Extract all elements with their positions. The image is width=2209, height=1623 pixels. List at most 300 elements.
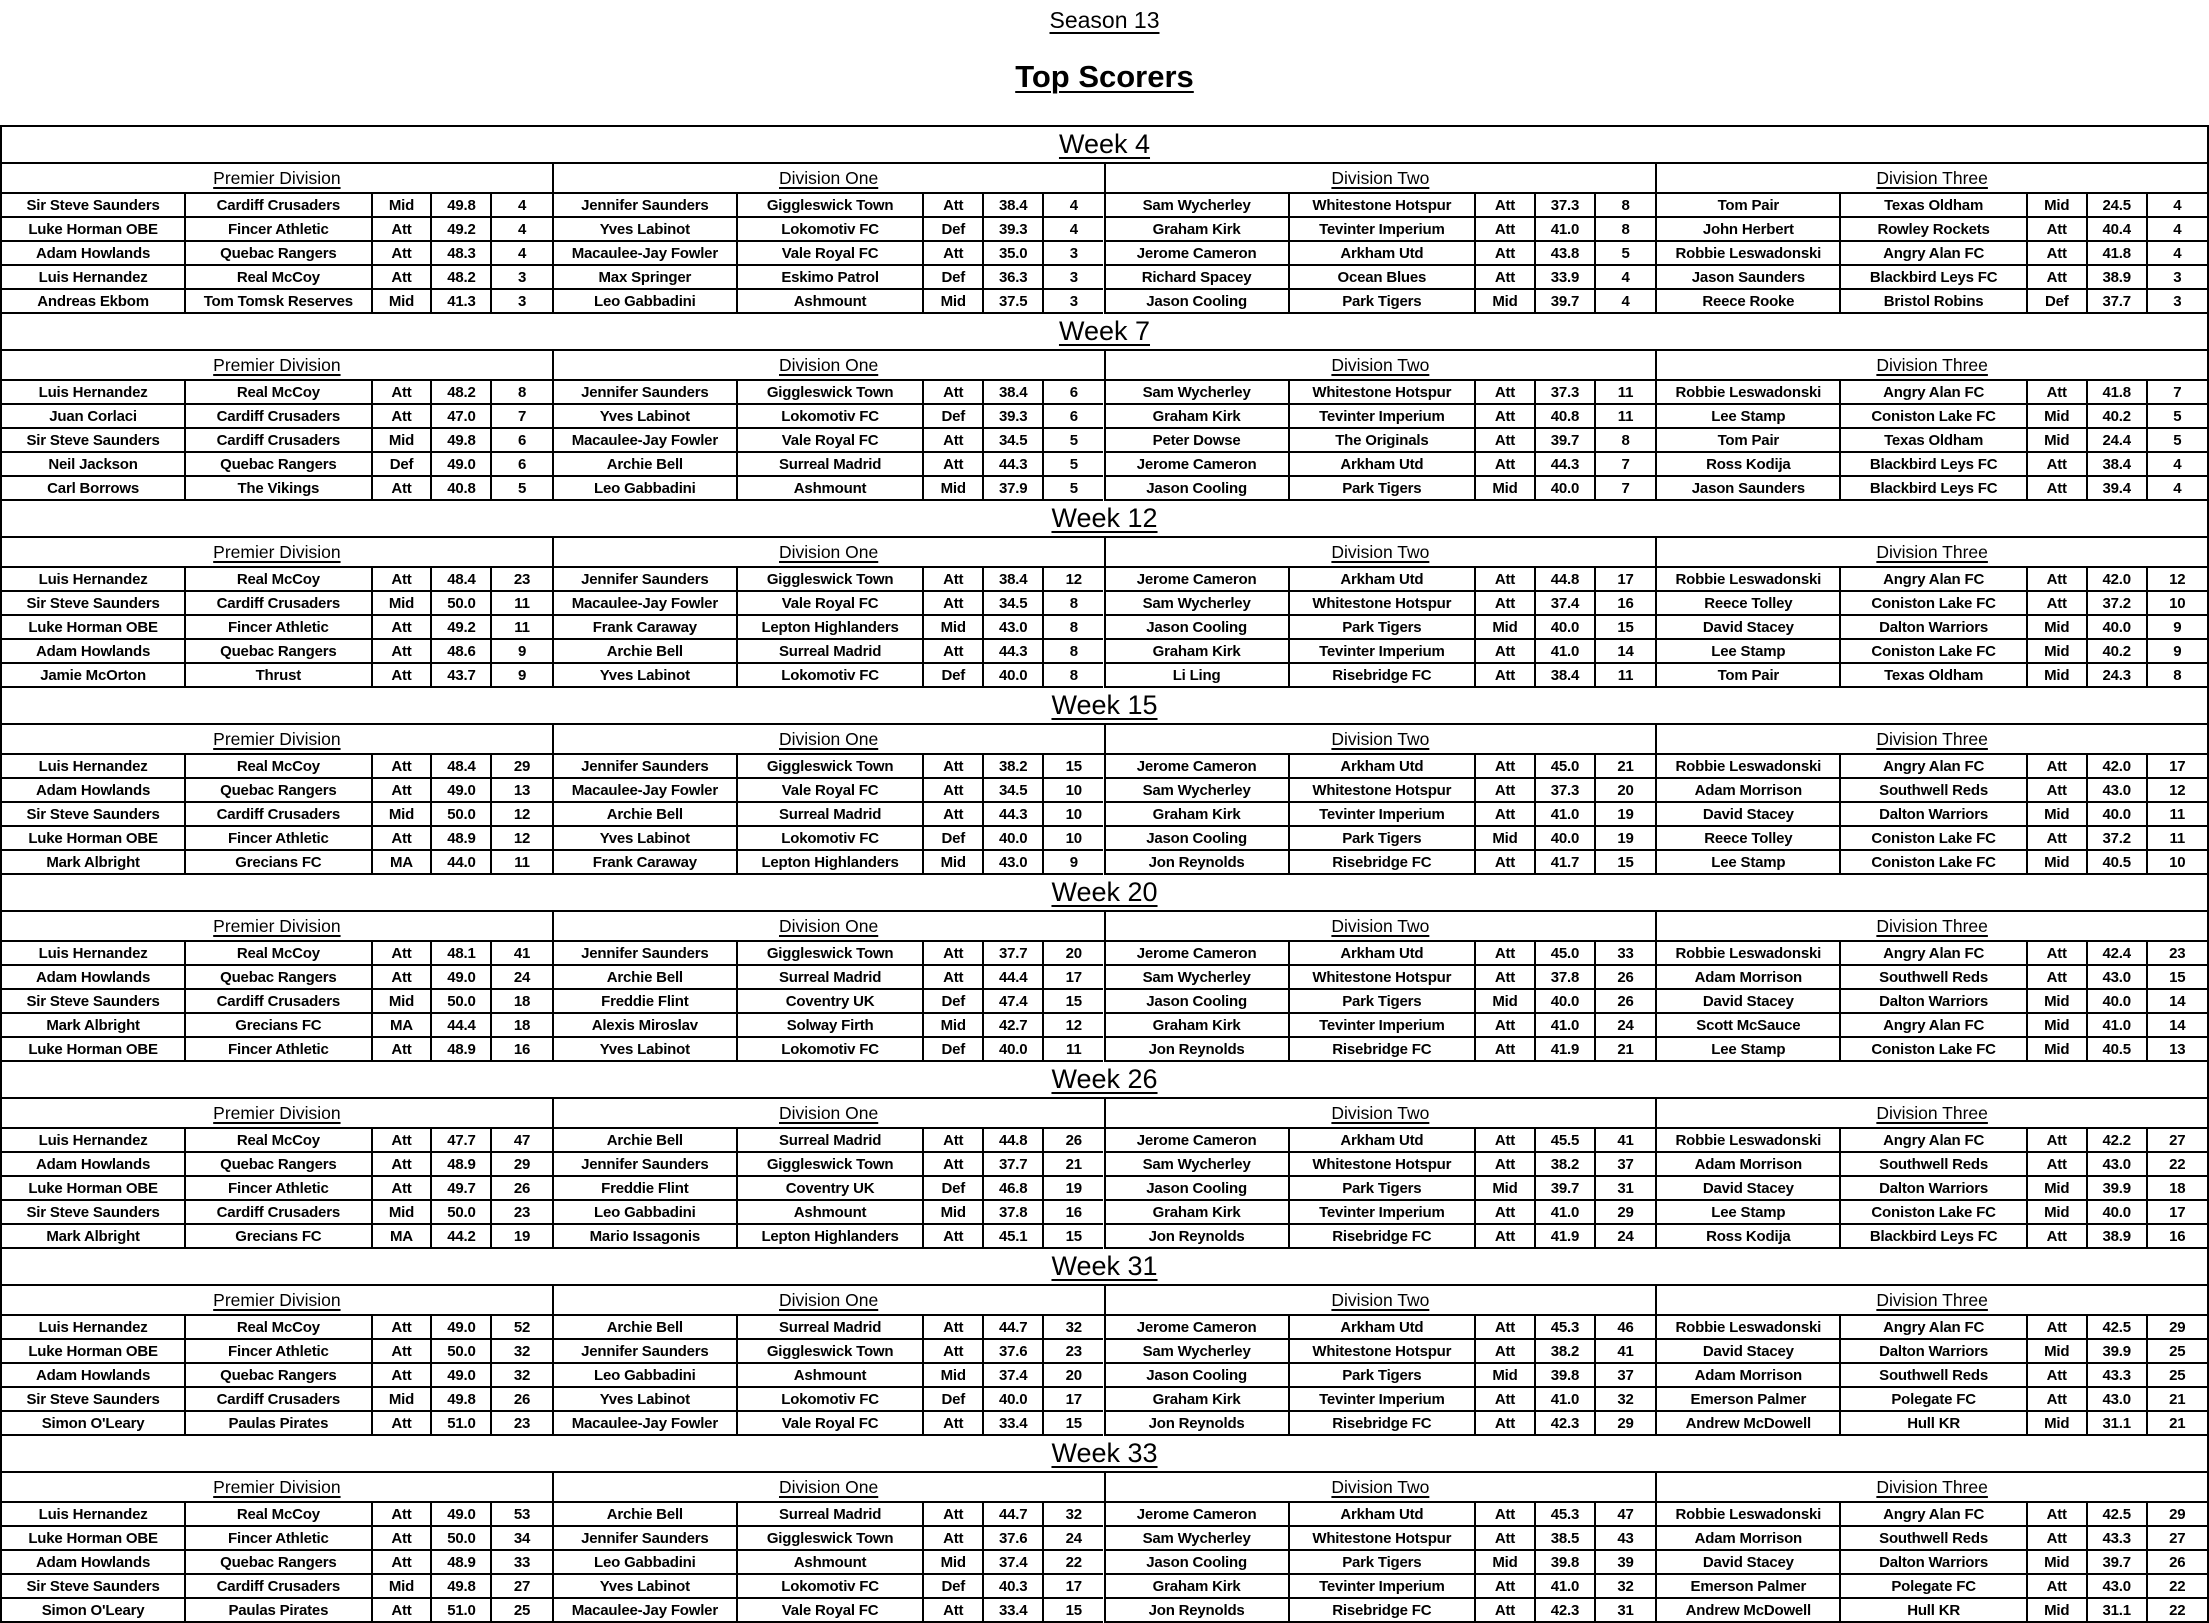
team-name-cell: Cardiff Crusaders <box>186 803 372 827</box>
player-name-cell: Luis Hernandez <box>2 942 186 966</box>
position-cell: Mid <box>2028 616 2088 640</box>
table-row <box>1657 827 2207 851</box>
position-cell: Att <box>373 1551 433 1575</box>
goals-cell: 17 <box>1044 1575 1103 1599</box>
table-row <box>2 1316 552 1340</box>
goals-cell: 24 <box>1044 1527 1103 1551</box>
position-cell: Def <box>924 1575 984 1599</box>
position-cell: Att <box>373 942 433 966</box>
position-cell: Mid <box>373 1388 433 1412</box>
team-name-cell: Park Tigers <box>1290 477 1476 501</box>
division-header <box>2 351 552 381</box>
division-header <box>1657 1099 2207 1129</box>
team-name-cell: Paulas Pirates <box>186 1599 372 1623</box>
table-row <box>554 194 1104 218</box>
division-two-block <box>1106 1286 1658 1436</box>
division-two-block <box>1106 351 1658 501</box>
goals-cell: 12 <box>1044 568 1103 592</box>
team-name-cell: Southwell Reds <box>1841 1527 2027 1551</box>
table-row <box>554 477 1104 501</box>
premier-division-block <box>2 164 554 314</box>
team-name-cell: Giggleswick Town <box>738 755 924 779</box>
team-name-cell: Ashmount <box>738 290 924 314</box>
goals-cell: 43 <box>1596 1527 1655 1551</box>
goals-cell: 26 <box>1596 990 1655 1014</box>
goals-cell: 9 <box>1044 851 1103 875</box>
table-row <box>2 405 552 429</box>
goals-cell: 22 <box>1044 1551 1103 1575</box>
player-name-cell: Sam Wycherley <box>1106 1527 1290 1551</box>
position-cell: Att <box>373 1412 433 1436</box>
player-name-cell: Luis Hernandez <box>2 755 186 779</box>
goals-cell: 13 <box>2148 1038 2207 1062</box>
team-name-cell: Bristol Robins <box>1841 290 2027 314</box>
team-name-cell: Angry Alan FC <box>1841 1503 2027 1527</box>
table-row <box>554 803 1104 827</box>
division-name: Division Three <box>1876 541 1988 562</box>
table-row <box>2 1412 552 1436</box>
table-row <box>1106 290 1656 314</box>
position-cell: Att <box>373 1340 433 1364</box>
table-row <box>1106 1340 1656 1364</box>
rating-cell: 37.2 <box>2088 592 2148 616</box>
rating-cell: 49.8 <box>432 194 492 218</box>
team-name-cell: Arkham Utd <box>1290 942 1476 966</box>
division-header <box>1657 1286 2207 1316</box>
goals-cell: 23 <box>492 1412 551 1436</box>
rating-cell: 40.5 <box>2088 851 2148 875</box>
position-cell: Att <box>924 429 984 453</box>
position-cell: Att <box>373 664 433 688</box>
table-row <box>1657 803 2207 827</box>
position-cell: Att <box>1476 405 1536 429</box>
position-cell: Def <box>924 266 984 290</box>
position-cell: Mid <box>2028 1038 2088 1062</box>
goals-cell: 29 <box>492 755 551 779</box>
table-row <box>2 779 552 803</box>
team-name-cell: Whitestone Hotspur <box>1290 592 1476 616</box>
team-name-cell: Real McCoy <box>186 381 372 405</box>
team-name-cell: Dalton Warriors <box>1841 1340 2027 1364</box>
division-two-block <box>1106 1473 1658 1623</box>
goals-cell: 15 <box>1044 1599 1103 1623</box>
table-row <box>2 290 552 314</box>
division-one-block <box>554 351 1106 501</box>
player-name-cell: Graham Kirk <box>1106 218 1290 242</box>
player-name-cell: Jerome Cameron <box>1106 568 1290 592</box>
goals-cell: 4 <box>492 242 551 266</box>
player-name-cell: Jon Reynolds <box>1106 1038 1290 1062</box>
table-row <box>1106 1153 1656 1177</box>
rating-cell: 47.0 <box>432 405 492 429</box>
goals-cell: 17 <box>1044 1388 1103 1412</box>
goals-cell: 5 <box>1596 242 1655 266</box>
division-header <box>2 1099 552 1129</box>
rating-cell: 44.4 <box>432 1014 492 1038</box>
table-row <box>1657 290 2207 314</box>
table-row <box>1657 1129 2207 1153</box>
position-cell: Att <box>1476 1599 1536 1623</box>
division-name: Premier Division <box>213 354 341 375</box>
week-heading <box>0 1249 2209 1286</box>
rating-cell: 38.4 <box>2088 453 2148 477</box>
position-cell: Att <box>924 966 984 990</box>
rating-cell: 33.9 <box>1536 266 1596 290</box>
player-name-cell: Alexis Miroslav <box>554 1014 738 1038</box>
team-name-cell: Blackbird Leys FC <box>1841 266 2027 290</box>
team-name-cell: Giggleswick Town <box>738 568 924 592</box>
position-cell: Mid <box>373 194 433 218</box>
goals-cell: 7 <box>1596 477 1655 501</box>
week-heading-label: Week 4 <box>1058 129 1151 159</box>
player-name-cell: Robbie Leswadonski <box>1657 942 1841 966</box>
division-header <box>1106 164 1656 194</box>
table-row <box>554 966 1104 990</box>
table-row <box>554 266 1104 290</box>
team-name-cell: Lepton Highlanders <box>738 616 924 640</box>
player-name-cell: Sir Steve Saunders <box>2 990 186 1014</box>
table-row <box>554 1503 1104 1527</box>
goals-cell: 11 <box>1044 1038 1103 1062</box>
goals-cell: 4 <box>2148 218 2207 242</box>
table-row <box>1657 453 2207 477</box>
table-row <box>2 827 552 851</box>
rating-cell: 40.0 <box>984 827 1044 851</box>
premier-division-block <box>2 1473 554 1623</box>
goals-cell: 15 <box>2148 966 2207 990</box>
player-name-cell: Jerome Cameron <box>1106 1316 1290 1340</box>
position-cell: Mid <box>1476 990 1536 1014</box>
position-cell: Att <box>373 640 433 664</box>
player-name-cell: Graham Kirk <box>1106 1388 1290 1412</box>
table-row <box>1106 592 1656 616</box>
team-name-cell: Quebac Rangers <box>186 453 372 477</box>
position-cell: MA <box>373 851 433 875</box>
division-header <box>1657 725 2207 755</box>
position-cell: Mid <box>2028 1014 2088 1038</box>
table-row <box>1106 755 1656 779</box>
team-name-cell: Eskimo Patrol <box>738 266 924 290</box>
player-name-cell: Sir Steve Saunders <box>2 1388 186 1412</box>
goals-cell: 20 <box>1044 1364 1103 1388</box>
goals-cell: 24 <box>1596 1225 1655 1249</box>
rating-cell: 49.0 <box>432 1364 492 1388</box>
division-two-block <box>1106 1099 1658 1249</box>
rating-cell: 39.4 <box>2088 477 2148 501</box>
table-row <box>1106 803 1656 827</box>
position-cell: Att <box>2028 1364 2088 1388</box>
team-name-cell: Hull KR <box>1841 1599 2027 1623</box>
goals-cell: 15 <box>1044 755 1103 779</box>
goals-cell: 21 <box>2148 1412 2207 1436</box>
team-name-cell: Coniston Lake FC <box>1841 592 2027 616</box>
table-row <box>554 942 1104 966</box>
player-name-cell: Graham Kirk <box>1106 1014 1290 1038</box>
team-name-cell: Coniston Lake FC <box>1841 405 2027 429</box>
goals-cell: 11 <box>1596 381 1655 405</box>
player-name-cell: Archie Bell <box>554 640 738 664</box>
rating-cell: 37.3 <box>1536 194 1596 218</box>
table-row <box>1657 942 2207 966</box>
table-row <box>1657 664 2207 688</box>
rating-cell: 38.5 <box>1536 1527 1596 1551</box>
position-cell: Att <box>924 1225 984 1249</box>
goals-cell: 11 <box>1596 405 1655 429</box>
position-cell: Def <box>924 218 984 242</box>
table-row <box>1106 1599 1656 1623</box>
team-name-cell: Tevinter Imperium <box>1290 405 1476 429</box>
goals-cell: 41 <box>1596 1129 1655 1153</box>
player-name-cell: Jason Cooling <box>1106 290 1290 314</box>
rating-cell: 50.0 <box>432 1201 492 1225</box>
goals-cell: 6 <box>1044 405 1103 429</box>
position-cell: Att <box>2028 942 2088 966</box>
team-name-cell: Fincer Athletic <box>186 218 372 242</box>
team-name-cell: Texas Oldham <box>1841 194 2027 218</box>
player-name-cell: Jennifer Saunders <box>554 568 738 592</box>
player-name-cell: Luke Horman OBE <box>2 218 186 242</box>
table-row <box>1657 218 2207 242</box>
player-name-cell: Yves Labinot <box>554 664 738 688</box>
position-cell: Mid <box>2028 1551 2088 1575</box>
rating-cell: 43.7 <box>432 664 492 688</box>
goals-cell: 33 <box>1596 942 1655 966</box>
team-name-cell: Vale Royal FC <box>738 429 924 453</box>
team-name-cell: Real McCoy <box>186 1503 372 1527</box>
rating-cell: 39.9 <box>2088 1177 2148 1201</box>
rating-cell: 44.3 <box>1536 453 1596 477</box>
goals-cell: 11 <box>2148 803 2207 827</box>
position-cell: Mid <box>924 1364 984 1388</box>
division-name: Division One <box>779 1476 879 1497</box>
team-name-cell: Lokomotiv FC <box>738 1388 924 1412</box>
player-name-cell: Yves Labinot <box>554 1038 738 1062</box>
week-heading <box>0 688 2209 725</box>
rating-cell: 47.7 <box>432 1129 492 1153</box>
rating-cell: 51.0 <box>432 1599 492 1623</box>
rating-cell: 48.9 <box>432 1551 492 1575</box>
table-row <box>2 1599 552 1623</box>
team-name-cell: Fincer Athletic <box>186 827 372 851</box>
table-row <box>2 194 552 218</box>
rating-cell: 39.7 <box>1536 1177 1596 1201</box>
player-name-cell: Tom Pair <box>1657 664 1841 688</box>
rating-cell: 40.0 <box>984 1038 1044 1062</box>
player-name-cell: Lee Stamp <box>1657 851 1841 875</box>
rating-cell: 38.9 <box>2088 1225 2148 1249</box>
goals-cell: 3 <box>1044 290 1103 314</box>
position-cell: Att <box>1476 1388 1536 1412</box>
goals-cell: 33 <box>492 1551 551 1575</box>
player-name-cell: Adam Morrison <box>1657 966 1841 990</box>
rating-cell: 38.4 <box>984 381 1044 405</box>
team-name-cell: Angry Alan FC <box>1841 1129 2027 1153</box>
player-name-cell: Adam Morrison <box>1657 1364 1841 1388</box>
rating-cell: 37.7 <box>984 942 1044 966</box>
position-cell: Mid <box>2028 851 2088 875</box>
rating-cell: 40.0 <box>984 664 1044 688</box>
player-name-cell: Jason Saunders <box>1657 266 1841 290</box>
rating-cell: 51.0 <box>432 1412 492 1436</box>
goals-cell: 5 <box>1044 429 1103 453</box>
rating-cell: 37.4 <box>1536 592 1596 616</box>
goals-cell: 13 <box>492 779 551 803</box>
premier-division-block <box>2 538 554 688</box>
goals-cell: 34 <box>492 1527 551 1551</box>
goals-cell: 10 <box>1044 803 1103 827</box>
scorers-table <box>0 351 2209 501</box>
week-heading <box>0 501 2209 538</box>
goals-cell: 29 <box>1596 1201 1655 1225</box>
table-row <box>1657 1364 2207 1388</box>
position-cell: Att <box>373 755 433 779</box>
team-name-cell: Ashmount <box>738 1364 924 1388</box>
week-heading-label: Week 12 <box>1051 503 1158 533</box>
player-name-cell: Robbie Leswadonski <box>1657 242 1841 266</box>
table-row <box>1106 779 1656 803</box>
team-name-cell: Whitestone Hotspur <box>1290 1153 1476 1177</box>
week-heading-label: Week 7 <box>1058 316 1151 346</box>
team-name-cell: Lokomotiv FC <box>738 1575 924 1599</box>
position-cell: Def <box>924 827 984 851</box>
week-heading <box>0 1062 2209 1099</box>
team-name-cell: Lepton Highlanders <box>738 851 924 875</box>
table-row <box>1657 1340 2207 1364</box>
table-row <box>1106 1014 1656 1038</box>
position-cell: Att <box>1476 1225 1536 1249</box>
team-name-cell: Ashmount <box>738 1551 924 1575</box>
goals-cell: 19 <box>1596 803 1655 827</box>
goals-cell: 12 <box>492 827 551 851</box>
table-row <box>1106 1503 1656 1527</box>
team-name-cell: Surreal Madrid <box>738 803 924 827</box>
division-name: Division Two <box>1331 915 1430 936</box>
position-cell: Att <box>924 1503 984 1527</box>
table-row <box>2 218 552 242</box>
position-cell: Mid <box>1476 827 1536 851</box>
player-name-cell: Emerson Palmer <box>1657 1388 1841 1412</box>
team-name-cell: Whitestone Hotspur <box>1290 381 1476 405</box>
team-name-cell: Arkham Utd <box>1290 453 1476 477</box>
position-cell: Att <box>373 1129 433 1153</box>
player-name-cell: Archie Bell <box>554 1503 738 1527</box>
position-cell: Att <box>924 242 984 266</box>
position-cell: Mid <box>2028 990 2088 1014</box>
rating-cell: 37.6 <box>984 1527 1044 1551</box>
division-one-block <box>554 1286 1106 1436</box>
rating-cell: 44.3 <box>984 453 1044 477</box>
team-name-cell: Giggleswick Town <box>738 194 924 218</box>
season-title <box>0 0 2209 34</box>
goals-cell: 32 <box>492 1340 551 1364</box>
goals-cell: 4 <box>1044 194 1103 218</box>
rating-cell: 42.4 <box>2088 942 2148 966</box>
table-row <box>554 1340 1104 1364</box>
table-row <box>554 755 1104 779</box>
position-cell: Att <box>924 755 984 779</box>
rating-cell: 37.8 <box>1536 966 1596 990</box>
team-name-cell: Cardiff Crusaders <box>186 405 372 429</box>
position-cell: Att <box>2028 381 2088 405</box>
position-cell: Mid <box>373 990 433 1014</box>
team-name-cell: Surreal Madrid <box>738 1503 924 1527</box>
goals-cell: 15 <box>1044 1225 1103 1249</box>
position-cell: Att <box>2028 477 2088 501</box>
week-20-section <box>0 875 2209 1062</box>
player-name-cell: Luis Hernandez <box>2 266 186 290</box>
goals-cell: 23 <box>2148 942 2207 966</box>
player-name-cell: Frank Caraway <box>554 851 738 875</box>
rating-cell: 44.7 <box>984 1316 1044 1340</box>
goals-cell: 32 <box>1044 1316 1103 1340</box>
position-cell: Att <box>924 453 984 477</box>
division-header <box>2 912 552 942</box>
position-cell: Def <box>924 405 984 429</box>
position-cell: Att <box>373 1527 433 1551</box>
team-name-cell: Coventry UK <box>738 990 924 1014</box>
position-cell: Mid <box>1476 1177 1536 1201</box>
player-name-cell: Robbie Leswadonski <box>1657 755 1841 779</box>
rating-cell: 43.0 <box>2088 966 2148 990</box>
player-name-cell: Robbie Leswadonski <box>1657 381 1841 405</box>
rating-cell: 39.3 <box>984 405 1044 429</box>
team-name-cell: Ocean Blues <box>1290 266 1476 290</box>
table-row <box>554 1364 1104 1388</box>
table-row <box>554 242 1104 266</box>
team-name-cell: Real McCoy <box>186 1316 372 1340</box>
goals-cell: 11 <box>1596 664 1655 688</box>
table-row <box>1106 1575 1656 1599</box>
position-cell: Att <box>1476 1153 1536 1177</box>
rating-cell: 43.0 <box>2088 779 2148 803</box>
table-row <box>2 1575 552 1599</box>
rating-cell: 49.8 <box>432 1388 492 1412</box>
goals-cell: 29 <box>2148 1503 2207 1527</box>
team-name-cell: Risebridge FC <box>1290 1412 1476 1436</box>
division-name: Division Three <box>1876 1102 1988 1123</box>
division-name: Premier Division <box>213 1102 341 1123</box>
table-row <box>1106 1527 1656 1551</box>
table-row <box>2 477 552 501</box>
player-name-cell: Jerome Cameron <box>1106 453 1290 477</box>
rating-cell: 40.0 <box>2088 1201 2148 1225</box>
goals-cell: 5 <box>2148 405 2207 429</box>
rating-cell: 41.0 <box>1536 803 1596 827</box>
goals-cell: 17 <box>1596 568 1655 592</box>
player-name-cell: Yves Labinot <box>554 218 738 242</box>
position-cell: Att <box>1476 381 1536 405</box>
position-cell: Att <box>1476 1575 1536 1599</box>
division-name: Division Three <box>1876 167 1988 188</box>
table-row <box>2 453 552 477</box>
team-name-cell: Ashmount <box>738 477 924 501</box>
position-cell: Mid <box>2028 1201 2088 1225</box>
division-three-block <box>1657 351 2209 501</box>
team-name-cell: Thrust <box>186 664 372 688</box>
week-26-section <box>0 1062 2209 1249</box>
player-name-cell: Simon O'Leary <box>2 1412 186 1436</box>
goals-cell: 8 <box>1596 429 1655 453</box>
team-name-cell: Arkham Utd <box>1290 1503 1476 1527</box>
scorers-table <box>0 1286 2209 1436</box>
player-name-cell: Peter Dowse <box>1106 429 1290 453</box>
player-name-cell: Macaulee-Jay Fowler <box>554 429 738 453</box>
goals-cell: 17 <box>2148 755 2207 779</box>
team-name-cell: Real McCoy <box>186 266 372 290</box>
goals-cell: 8 <box>492 381 551 405</box>
player-name-cell: Graham Kirk <box>1106 405 1290 429</box>
goals-cell: 26 <box>1044 1129 1103 1153</box>
